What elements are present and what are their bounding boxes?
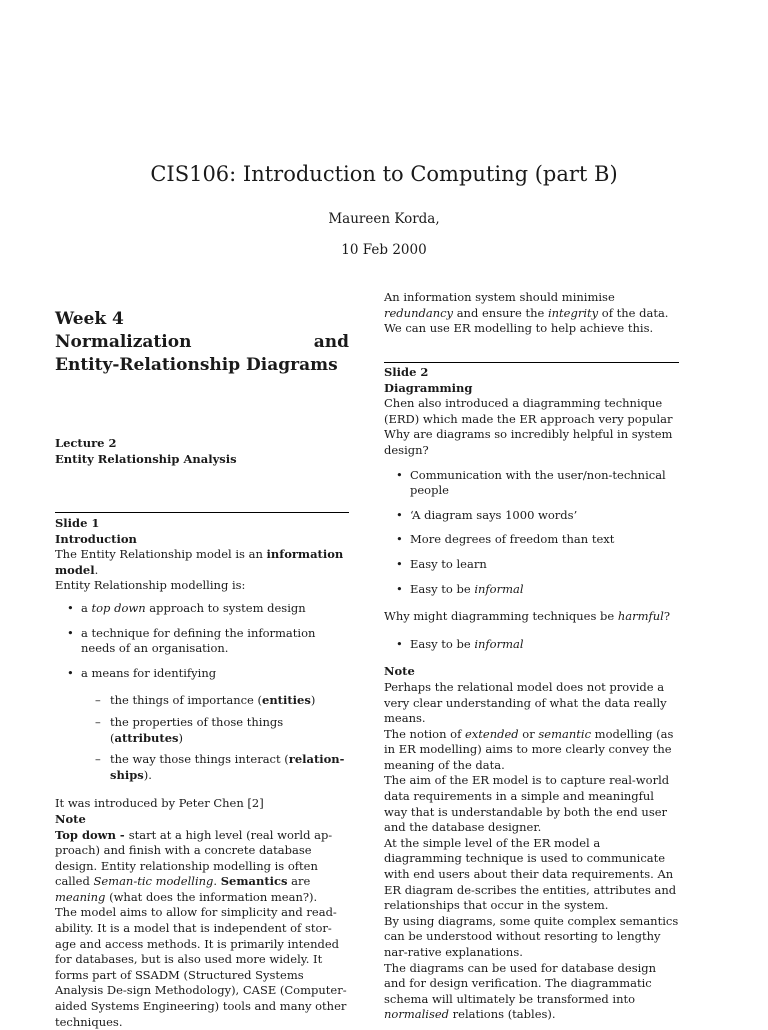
text: Easy to learn (410, 556, 487, 571)
introduced-by: It was introduced by Peter Chen [2] (55, 796, 264, 811)
text: ). (143, 767, 152, 782)
emph-text: meaning (55, 889, 106, 904)
note-label: Note (55, 811, 86, 826)
harmful-question (384, 609, 679, 625)
topdown-paragraph (55, 828, 349, 906)
dash-icon: – (95, 714, 101, 729)
text: a technique for defining the information needs of an organisation. (81, 625, 316, 656)
heading-line (55, 331, 349, 354)
emph-text: harmful (617, 609, 664, 624)
emph-text: top down (91, 600, 146, 615)
emph-text: relation-ships (110, 752, 345, 782)
emph-text: semantic (538, 726, 592, 741)
text: Communication with the user/non-technical people (410, 467, 666, 498)
sub-list (55, 693, 349, 783)
modelling-is: Entity Relationship modelling is: (55, 578, 246, 593)
harmful-list (384, 637, 679, 653)
text: of the data. We can use ER modelling to help achieve this. (384, 305, 669, 336)
note-label: Note (384, 664, 415, 679)
bullet-icon: • (396, 636, 403, 651)
slide1-list (55, 601, 349, 681)
text: and ensure the (453, 305, 548, 320)
list-item (55, 715, 349, 746)
slide1-title: Introduction (55, 531, 137, 546)
list-item (384, 532, 679, 548)
text: relations (tables). (449, 1007, 556, 1022)
emph-text: Top down - (55, 827, 129, 842)
text: . (213, 874, 221, 889)
slide2-title: Diagramming (384, 380, 473, 395)
note-paragraph: Perhaps the relational model does not provide a very clear understanding of what the data really means. (384, 679, 667, 726)
heading-normalization: Normalization (55, 332, 192, 352)
week-label: Week 4 (55, 309, 124, 329)
note-paragraph (384, 961, 679, 1023)
author: Maureen Korda, (328, 211, 440, 227)
list-item (55, 666, 349, 682)
note-paragraph: By using diagrams, some quite complex semantics can be understood without resorting to lengthy nar-rative explanations. (384, 913, 679, 959)
note-paragraph: At the simple level of the ER model a diagramming technique is used to communicate with end users about their data requirements. An ER diagram de-scribes the entities, attributes and relationships that occur in the system. (384, 835, 677, 913)
emph-text: information model (55, 547, 344, 577)
text: approach to system design (145, 600, 306, 615)
list-item (384, 468, 679, 499)
date: 10 Feb 2000 (341, 242, 427, 258)
list-item (384, 637, 679, 653)
lecture-block (55, 436, 349, 467)
text: The notion of (384, 726, 465, 741)
slide2-block (384, 365, 679, 1023)
text: the things of importance ( (110, 693, 262, 708)
text: An information system should minimise (384, 290, 615, 304)
emph-text: normalised (384, 1007, 450, 1022)
dash-icon: – (95, 693, 101, 708)
emph-text: informal (474, 636, 524, 651)
text: Why might diagramming techniques be (384, 609, 618, 624)
lecture-label: Lecture 2 (55, 436, 117, 450)
emph-text: integrity (547, 305, 599, 320)
bullet-icon: • (396, 532, 403, 547)
text: Easy to be (410, 581, 475, 596)
slide2-label: Slide 2 (384, 365, 429, 379)
text: a means for identifying (81, 665, 217, 680)
text: a (81, 600, 92, 615)
section-heading (55, 308, 349, 377)
bullet-icon: • (396, 507, 403, 522)
emph-text: Seman-tic modelling (93, 874, 214, 889)
text: More degrees of freedom than text (410, 532, 615, 547)
text: Easy to be (410, 636, 475, 651)
document-title: CIS106: Introduction to Computing (part B) (150, 162, 618, 186)
bullet-icon: • (396, 467, 403, 482)
text: or (518, 726, 539, 741)
list-item (55, 693, 349, 709)
info-paragraph (384, 290, 679, 337)
heading-erd: Entity-Relationship Diagrams (55, 355, 338, 375)
slide2-intro: Chen also introduced a diagramming technique (ERD) which made the ER approach very popular (384, 396, 673, 426)
bullet-icon: • (67, 625, 74, 640)
text: The diagrams can be used for database design and for design verification. The diagrammatic schema will ultimately be transformed into (384, 960, 657, 1006)
lecture-subtitle: Entity Relationship Analysis (55, 451, 237, 466)
emph-text: redundancy (384, 305, 454, 320)
text: are (287, 874, 311, 889)
dash-icon: – (95, 752, 101, 767)
bullet-icon: • (396, 581, 403, 596)
divider (55, 512, 349, 513)
text: ‘A diagram says 1000 words’ (410, 507, 578, 522)
slide1-intro (55, 547, 349, 578)
list-item (55, 601, 349, 617)
text: ? (663, 609, 671, 624)
bullet-icon: • (67, 665, 74, 680)
list-item (384, 508, 679, 524)
slide1-block (55, 516, 349, 1030)
slide2-why: Why are diagrams so incredibly helpful in system design? (384, 427, 673, 457)
text: ) (178, 730, 184, 745)
text: (what does the information mean?). (105, 889, 318, 904)
text: . (94, 562, 99, 577)
emph-text: attributes (114, 730, 179, 745)
note-paragraph (384, 727, 679, 774)
emph-text: informal (474, 581, 524, 596)
bullet-icon: • (67, 600, 74, 615)
text: start at a high level (real world ap-proach) and finish with a concrete database design. Entity relationship modelling is often called (55, 827, 333, 889)
aims-paragraph: The model aims to allow for simplicity and read-ability. It is a model that is independent of stor-age and access methods. It is primarily intended for databases, but is also used more widely. It forms part of SSADM (Structured Systems Analysis De-sign Methodology), CASE (Computer-aided Systems Engineering) tools and many other techniques. (55, 905, 347, 1029)
list-item (384, 557, 679, 573)
emph-text: extended (465, 726, 519, 741)
slide2-list (384, 468, 679, 598)
info-paragraph-block (384, 290, 679, 337)
heading-and: and (313, 332, 349, 352)
bullet-icon: • (396, 556, 403, 571)
divider (384, 362, 679, 363)
text: The Entity Relationship model is an (55, 547, 267, 562)
emph-text: entities (262, 693, 311, 708)
note-paragraph: The aim of the ER model is to capture real-world data requirements in a simple and meaningful way that is understandable by both the end user and the database designer. (384, 773, 670, 835)
text: the way those things interact ( (110, 752, 289, 767)
text: modelling (as in ER modelling) aims to more clearly convey the meaning of the data. (384, 726, 674, 772)
emph-text: Semantics (220, 874, 288, 889)
list-item (55, 626, 349, 657)
text: ) (310, 693, 316, 708)
list-item (55, 752, 349, 783)
text: the properties of those things ( (110, 714, 284, 745)
list-item (384, 582, 679, 598)
slide1-label: Slide 1 (55, 516, 100, 530)
